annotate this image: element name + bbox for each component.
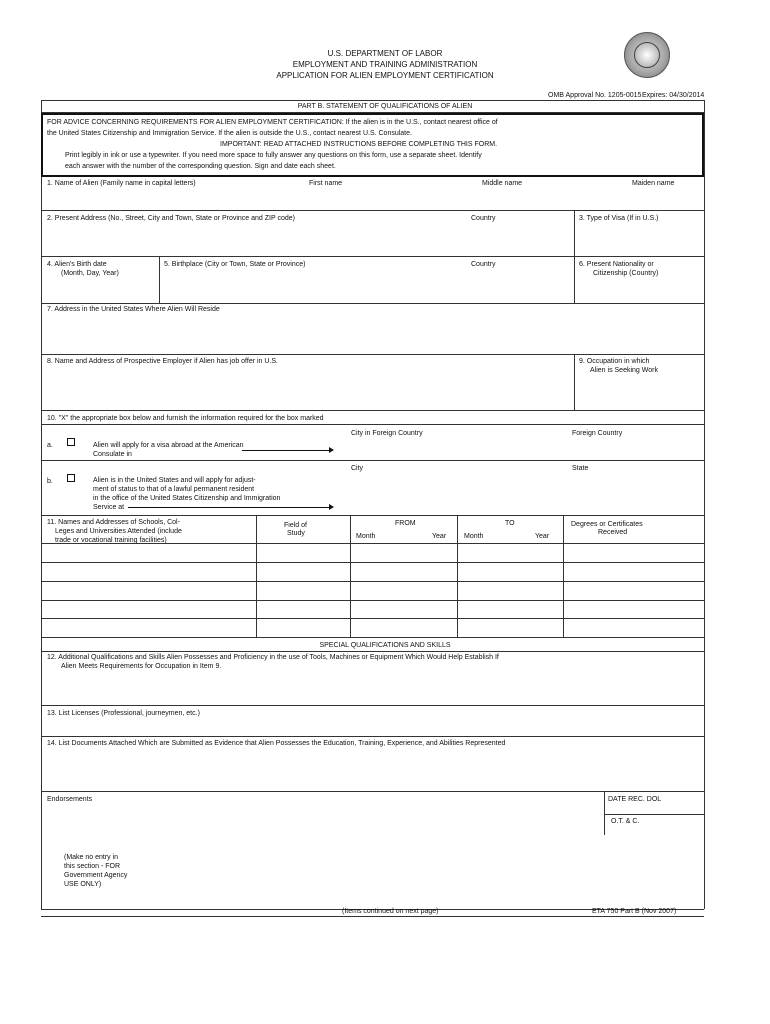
schools-col-1-l3: trade or vocational training facilities) [55,537,167,544]
schools-to-month: Month [464,533,484,540]
field-10b-text-4: Service at [93,504,125,511]
field-14-label: 14. List Documents Attached Which are Submitted as Evidence that Alien Possesses the Education, Training, Experience, and Abilities Represented [47,740,506,747]
field-10-city: City [351,465,364,472]
endorsements-note-1: (Make no entry in [64,854,119,861]
schools-from-year: Year [432,533,447,540]
field-5-country: Country [471,261,496,268]
field-10a-text-1: Alien will apply for a visa abroad at the American [93,442,244,449]
field-4-format: (Month, Day, Year) [61,270,119,277]
schools-field-of-study-1: Field of [284,522,307,529]
advice-line-5: each answer with the number of the corresponding question. Sign and date each sheet. [65,163,336,170]
field-10-foreign-country: Foreign Country [572,430,623,437]
field-9-label: 9. Occupation in which [579,358,650,365]
field-12-label: 12. Additional Qualifications and Skills Alien Possesses and Proficiency in the use of Tools, Machines or Equipment Which Would Help Establish If [47,654,499,661]
header-form-title: APPLICATION FOR ALIEN EMPLOYMENT CERTIFICATION [276,71,494,80]
field-10a-checkbox[interactable] [67,438,75,446]
schools-to: TO [505,520,515,527]
schools-degrees-1: Degrees or Certificates [571,521,643,528]
field-7-label: 7. Address in the United States Where Alien Will Reside [47,306,220,313]
special-title: SPECIAL QUALIFICATIONS AND SKILLS [319,642,451,649]
field-10b-letter: b. [47,478,53,485]
advice-line-1: FOR ADVICE CONCERNING REQUIREMENTS FOR ALIEN EMPLOYMENT CERTIFICATION: If the alien is in the U.S., contact nearest office of [47,119,498,126]
field-5-label: 5. Birthplace (City or Town, State or Province) [164,261,306,268]
field-1-label: 1. Name of Alien (Family name in capital letters) [47,180,196,187]
endorsements-note-2: this section - FOR [64,863,121,870]
header-department: U.S. DEPARTMENT OF LABOR [327,49,443,58]
field-10b-text-2: ment of status to that of a lawful permanent resident [93,486,255,493]
field-10b-arrow-icon [128,507,330,508]
items-continued: (Items continued on next page) [342,908,439,915]
field-3-label: 3. Type of Visa (If in U.S.) [579,215,659,222]
header-administration: EMPLOYMENT AND TRAINING ADMINISTRATION [292,60,478,69]
schools-from: FROM [395,520,416,527]
advice-important: IMPORTANT: READ ATTACHED INSTRUCTIONS BEFORE COMPLETING THIS FORM. [220,141,498,148]
field-13-label: 13. List Licenses (Professional, journeymen, etc.) [47,710,200,717]
endorsements-label: Endorsements [47,796,93,803]
field-6-sub: Citizenship (Country) [593,270,659,277]
field-10b-text-1: Alien is in the United States and will apply for adjust- [93,477,256,484]
schools-to-year: Year [535,533,550,540]
field-1-maiden: Maiden name [632,180,675,187]
endorsements-note-4: USE ONLY) [64,881,102,888]
part-b-title: PART B. STATEMENT OF QUALIFICATIONS OF ALIEN [297,103,473,110]
ot-and-c: O.T. & C. [611,818,640,825]
form-identifier: ETA 750 Part B (Nov 2007) [592,908,677,915]
field-10a-arrow-icon [242,450,330,451]
schools-col-1-l2: Leges and Universities Attended (include [55,528,182,535]
field-12-sub: Alien Meets Requirements for Occupation in Item 9. [61,663,222,670]
schools-from-month: Month [356,533,376,540]
advice-line-2: the United States Citizenship and Immigration Service. If the alien is outside the U.S., contact nearest U.S. Consulate. [47,130,412,137]
schools-col-1-l1: 11. Names and Addresses of Schools, Col- [47,519,180,526]
schools-degrees-2: Received [598,529,628,536]
field-10a-letter: a. [47,442,53,449]
field-4-label: 4. Alien's Birth date [47,261,107,268]
field-10b-checkbox[interactable] [67,474,75,482]
field-1-first: First name [309,180,343,187]
field-10-city-foreign: City in Foreign Country [351,430,423,437]
date-rec-dol: DATE REC. DOL [608,796,662,803]
field-9-sub: Alien is Seeking Work [590,367,658,374]
omb-approval: OMB Approval No. 1205-0015 [548,92,642,99]
field-10-state: State [572,465,589,472]
field-1-middle: Middle name [482,180,523,187]
advice-line-4: Print legibly in ink or use a typewriter. If you need more space to fully answer any questions on this form, use a separate sheet. Identify [65,152,482,159]
schools-field-of-study-2: Study [287,530,305,537]
field-10-label: 10. "X" the appropriate box below and furnish the information required for the box marked [47,415,324,422]
field-6-label: 6. Present Nationality or [579,261,654,268]
field-10b-text-3: in the office of the United States Citizenship and Immigration [93,495,281,502]
schools-row-line [41,562,704,563]
expiration-date: Expires: 04/30/2014 [642,92,705,99]
endorsements-note-3: Government Agency [64,872,128,879]
field-10a-text-2: Consulate in [93,451,132,458]
field-8-label: 8. Name and Address of Prospective Employer if Alien has job offer in U.S. [47,358,278,365]
field-2-label: 2. Present Address (No., Street, City and Town, State or Province and ZIP code) [47,215,295,222]
field-2-country: Country [471,215,496,222]
